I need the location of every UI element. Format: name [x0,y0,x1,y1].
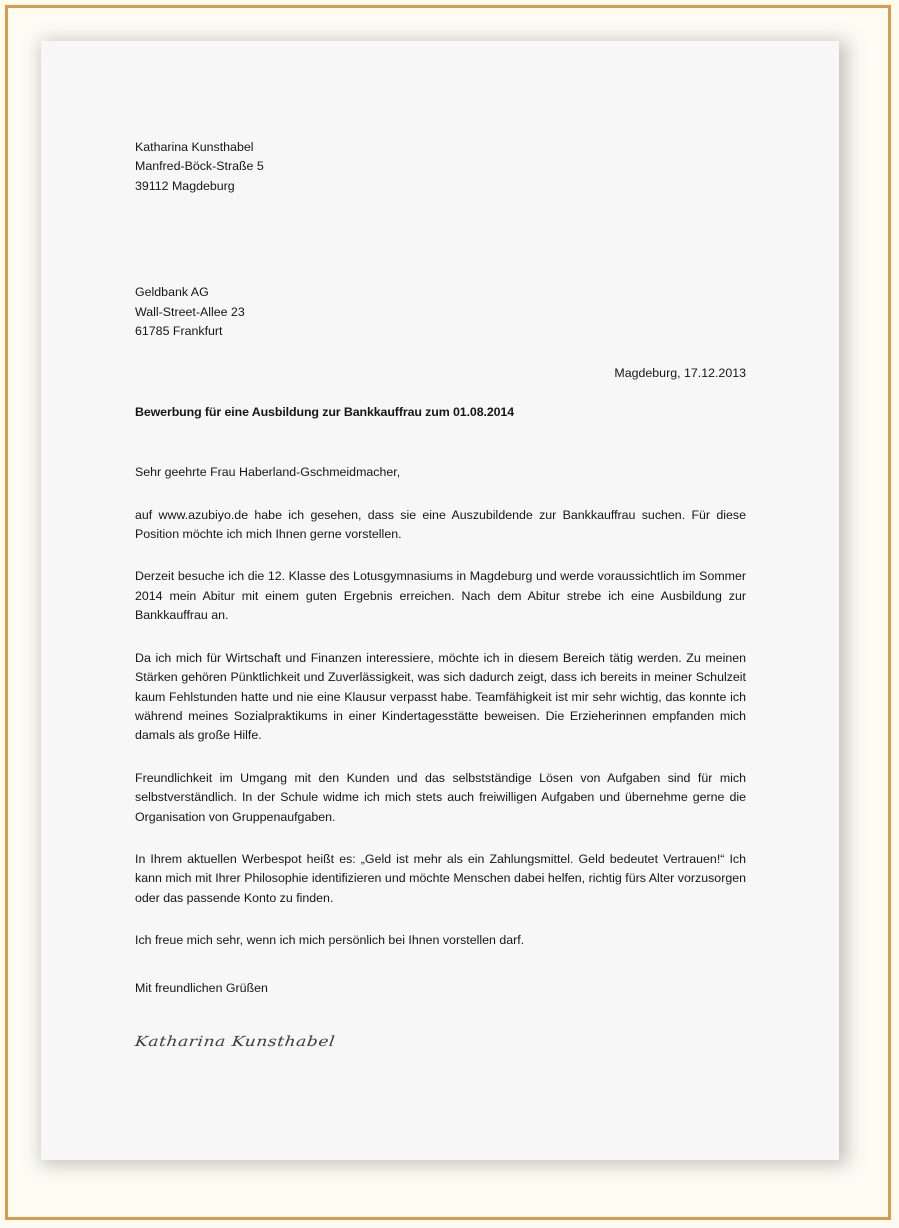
letter-page [41,41,839,1160]
handwritten-signature: Katharina Kunsthabel [134,1033,337,1051]
body-paragraph: Da ich mich für Wirtschaft und Finanzen interessiere, möchte ich in diesem Bereich tätig werden. Zu meinen Stärken gehören Pünktlichkeit und Zuverlässigkeit, was sich dadurch zeigt, dass ich bereits in meiner Schulzeit kaum Fehlstunden hatte und nie eine Klausur verpasst habe. Teamfähigkeit ist mir sehr wichtig, das konnte ich während meines Sozialpraktikums in einer Kindertagesstätte beweisen. Die Erzieherinnen empfanden mich damals als große Hilfe. [135,650,746,743]
subject-line: Bewerbung für eine Ausbildung zur Bankkauffrau zum 01.08.2014 [135,404,515,419]
letter-content [135,138,746,1052]
recipient-address-line: 61785 Frankfurt [135,324,223,339]
sender-address-block [135,138,746,196]
salutation: Sehr geehrte Frau Haberland-Gschmeidmacher, [135,465,401,480]
recipient-address-line: Geldbank AG [135,285,209,300]
body-paragraph: Derzeit besuche ich die 12. Klasse des Lotusgymnasiums in Magdeburg und werde voraussichtlich im Sommer 2014 mein Abitur mit einem guten Ergebnis erreichen. Nach dem Abitur strebe ich eine Ausbildung zur Bankkauffrau an. [135,569,746,623]
body-paragraph: auf www.azubiyo.de habe ich gesehen, dass sie eine Auszubildende zur Bankkauffrau suchen. Für diese Position möchte ich mich Ihnen gerne vorstellen. [135,507,746,542]
date-line: Magdeburg, 17.12.2013 [614,366,746,381]
sender-address-line: Katharina Kunsthabel [135,140,254,154]
decorative-frame [5,5,891,1220]
body-paragraph: Ich freue mich sehr, wenn ich mich persönlich bei Ihnen vorstellen darf. [135,933,525,948]
sender-address-line: 39112 Magdeburg [135,178,235,193]
recipient-address-line: Wall-Street-Allee 23 [135,304,245,319]
body-paragraph: In Ihrem aktuellen Werbespot heißt es: „Geld ist mehr als ein Zahlungsmittel. Geld bedeutet Vertrauen!“ Ich kann mich mit Ihrer Philosophie identifizieren und möchte Menschen dabei helfen, richtig fürs Alter vorzusorgen oder das passende Konto zu finden. [135,851,746,905]
recipient-address-block [135,283,746,341]
body-paragraph: Freundlichkeit im Umgang mit den Kunden und das selbstständige Lösen von Aufgaben sind für mich selbstverständlich. In der Schule widme ich mich stets auch freiwilligen Aufgaben und übernehme gerne die Organisation von Gruppenaufgaben. [135,770,746,824]
sender-address-line: Manfred-Böck-Straße 5 [135,159,264,174]
closing-line: Mit freundlichen Grüßen [135,980,268,995]
